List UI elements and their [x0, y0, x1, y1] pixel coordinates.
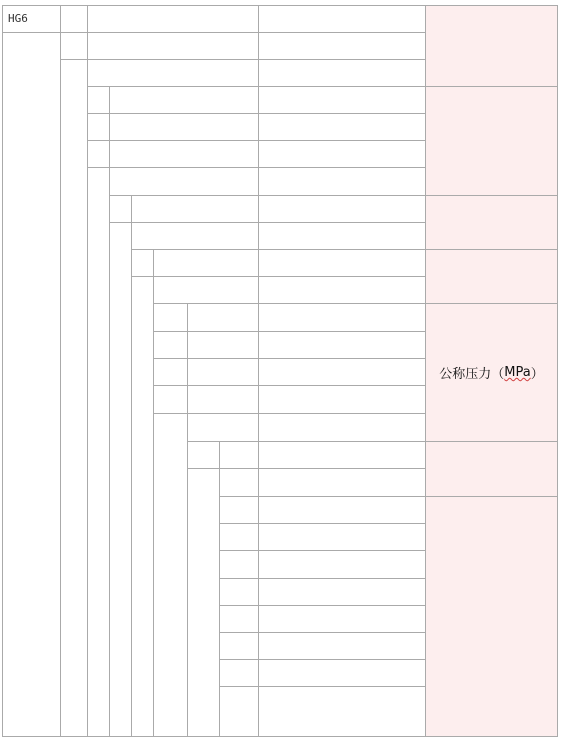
option-code	[187, 468, 219, 496]
option-description	[258, 523, 425, 550]
option-description	[258, 113, 425, 140]
option-description	[258, 195, 425, 222]
option-description	[258, 385, 425, 413]
option-description	[258, 578, 425, 605]
option-description	[258, 686, 425, 736]
option-description	[258, 659, 425, 686]
option-description	[258, 550, 425, 578]
option-description	[258, 5, 425, 32]
option-description	[258, 632, 425, 659]
category-label	[426, 304, 557, 441]
option-description	[258, 468, 425, 496]
option-code	[219, 550, 258, 578]
table-border-right	[557, 5, 558, 737]
option-description	[258, 140, 425, 167]
category-text: 公称压力（	[439, 367, 505, 382]
option-description	[258, 59, 425, 86]
row-line	[60, 5, 258, 6]
option-code	[219, 632, 258, 659]
model-column-edge	[60, 5, 61, 736]
option-code	[60, 59, 87, 86]
category-label	[426, 442, 557, 496]
table-border-left	[2, 5, 3, 737]
option-description	[258, 358, 425, 385]
nesting-line	[109, 195, 110, 736]
option-code	[87, 140, 109, 167]
option-code	[87, 113, 109, 140]
option-code	[87, 86, 109, 113]
option-code	[219, 686, 258, 736]
code-cell-edge	[87, 5, 88, 86]
model-cell-edge	[2, 32, 60, 33]
option-description	[258, 496, 425, 523]
code-cell-edge	[187, 303, 188, 441]
option-code	[219, 578, 258, 605]
option-code	[109, 222, 131, 249]
option-description	[258, 276, 425, 303]
option-code	[219, 659, 258, 686]
option-code	[60, 5, 87, 32]
option-code	[153, 303, 187, 331]
option-description	[258, 605, 425, 632]
option-code	[219, 523, 258, 550]
option-description	[258, 167, 425, 195]
option-code	[131, 276, 153, 303]
option-description	[258, 86, 425, 113]
option-code	[60, 32, 87, 59]
option-description	[258, 249, 425, 276]
option-code	[153, 331, 187, 358]
option-description	[258, 303, 425, 331]
category-label	[426, 87, 557, 195]
category-text: ）	[530, 367, 544, 382]
option-code	[153, 385, 187, 413]
option-code	[219, 496, 258, 523]
option-description	[258, 32, 425, 59]
option-code	[153, 413, 187, 441]
option-description	[258, 441, 425, 468]
category-label	[426, 250, 557, 303]
option-code	[131, 249, 153, 276]
option-description	[258, 413, 425, 441]
category-label	[426, 497, 557, 736]
category-label	[426, 196, 557, 249]
unit-text: MPa	[504, 365, 531, 380]
option-code	[219, 605, 258, 632]
option-code	[153, 358, 187, 385]
nesting-line	[131, 249, 132, 736]
option-description	[258, 222, 425, 249]
category-label	[426, 6, 557, 86]
table-border-bottom	[2, 736, 558, 737]
option-description	[258, 331, 425, 358]
model-code: HG6	[8, 11, 28, 25]
option-code	[187, 441, 219, 468]
option-code	[87, 167, 109, 195]
option-code	[109, 195, 131, 222]
